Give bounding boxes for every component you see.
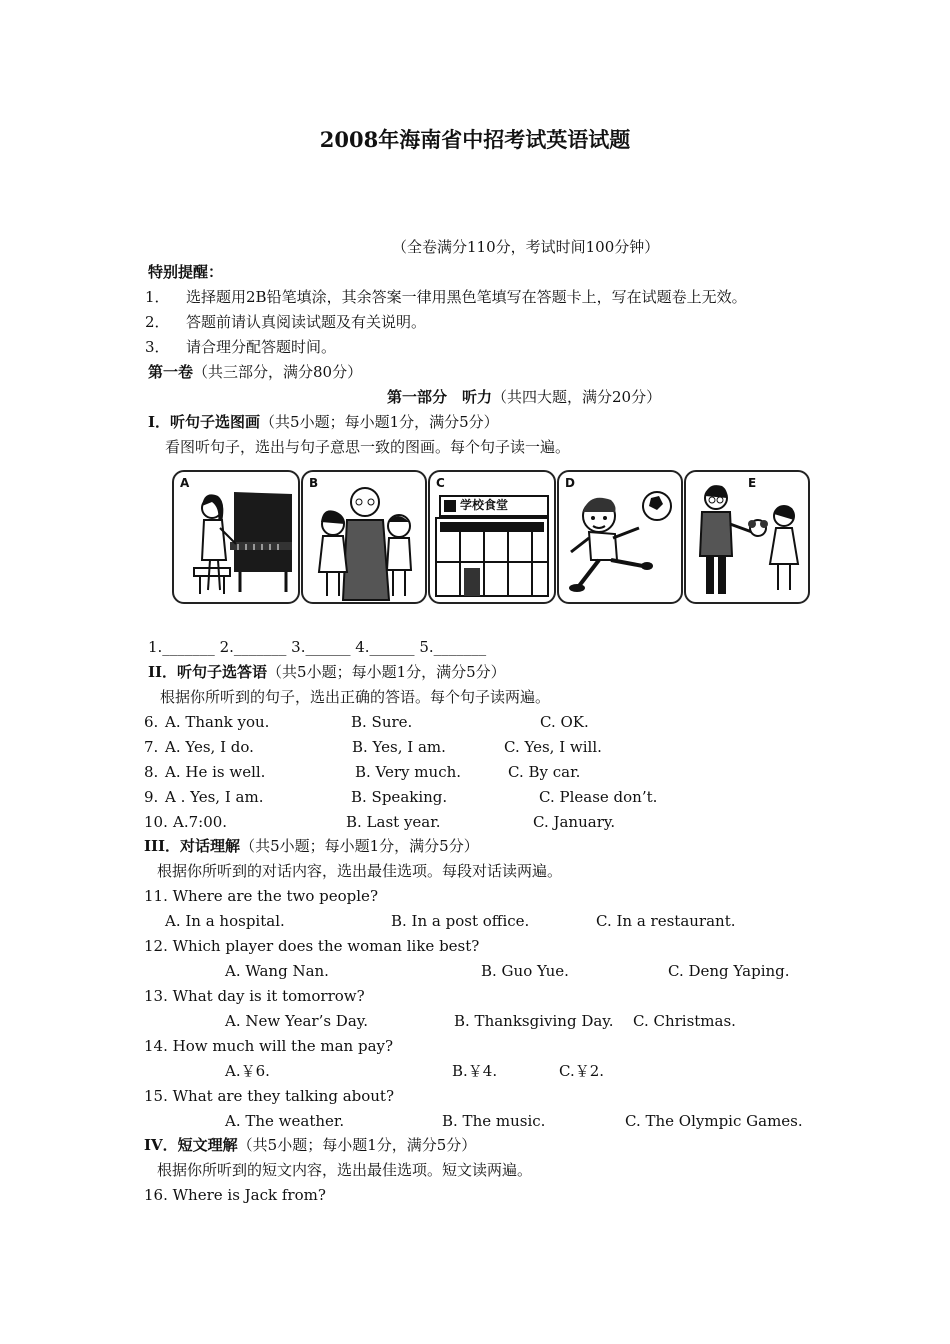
- reminder-heading: 特别提醒：: [148, 263, 224, 281]
- option-a[interactable]: A.7:00.: [173, 813, 228, 831]
- picture-b: [301, 470, 427, 604]
- section3-heading: III．对话理解（共5小题；每小题1分，满分5分）: [144, 837, 479, 855]
- question-16: 16. Where is Jack from?: [144, 1186, 326, 1204]
- picture-a: [172, 470, 300, 604]
- option-a[interactable]: A. Thank you.: [165, 713, 270, 731]
- picture-e: [684, 470, 810, 604]
- option-a[interactable]: A.￥6.: [225, 1062, 270, 1080]
- option-c[interactable]: C. OK.: [540, 713, 589, 731]
- option-c[interactable]: C. By car.: [508, 763, 581, 781]
- question-6: 6. A. Thank you. B. Sure. C. OK.: [144, 713, 589, 731]
- score-note: （全卷满分110分，考试时间100分钟）: [392, 238, 660, 256]
- question-8: 8. A. He is well. B. Very much. C. By car.: [144, 763, 581, 781]
- question-7: 7. A. Yes, I do. B. Yes, I am. C. Yes, I will.: [144, 738, 602, 756]
- option-a[interactable]: A. Yes, I do.: [165, 738, 254, 756]
- reminder-item-2: 2． 答题前请认真阅读试题及有关说明。: [145, 313, 427, 331]
- section1-answer-blanks: 1._______ 2._______ 3.______ 4.______ 5._______: [148, 638, 487, 656]
- option-c[interactable]: C. Please don’t.: [539, 788, 658, 806]
- option-c[interactable]: C.￥2.: [559, 1062, 605, 1080]
- picture-d: [557, 470, 683, 604]
- option-b[interactable]: B. Yes, I am.: [352, 738, 446, 756]
- football-boy-illustration: [559, 472, 681, 602]
- question-12: 12. Which player does the woman like best?: [144, 937, 480, 955]
- reminder-item-3: 3． 请合理分配答题时间。: [145, 338, 337, 356]
- section2-instruction: 根据你所听到的句子，选出正确的答语。每个句子读两遍。: [160, 688, 551, 706]
- piano-girl-illustration: [174, 472, 298, 602]
- page-title: 2008年海南省中招考试英语试题: [319, 127, 631, 152]
- question-9: 9. A . Yes, I am. B. Speaking. C. Please don’t.: [144, 788, 658, 806]
- option-a[interactable]: A. Wang Nan.: [225, 962, 329, 980]
- question-11: 11. Where are the two people?: [144, 887, 378, 905]
- option-b[interactable]: B. The music.: [442, 1112, 546, 1130]
- option-c[interactable]: C. In a restaurant.: [596, 912, 736, 930]
- option-b[interactable]: B. In a post office.: [391, 912, 530, 930]
- question-15: 15. What are they talking about?: [144, 1087, 394, 1105]
- question-14: 14. How much will the man pay?: [144, 1037, 394, 1055]
- question-13: 13. What day is it tomorrow?: [144, 987, 365, 1005]
- option-a[interactable]: A. He is well.: [165, 763, 266, 781]
- option-b[interactable]: B. Guo Yue.: [481, 962, 569, 980]
- reminder-item-1: 1． 选择题用2B铅笔填涂，其余答案一律用黑色笔填写在答题卡上，写在试题卷上无效。: [145, 288, 747, 306]
- option-b[interactable]: B.￥4.: [452, 1062, 498, 1080]
- option-b[interactable]: B. Speaking.: [351, 788, 448, 806]
- canteen-illustration: [430, 472, 554, 602]
- option-c[interactable]: C. January.: [533, 813, 616, 831]
- section1-heading: I．听句子选图画（共5小题；每小题1分，满分5分）: [148, 413, 499, 431]
- picture-d-label: D: [565, 476, 575, 490]
- picture-b-label: B: [309, 476, 319, 490]
- section3-instruction: 根据你所听到的对话内容，选出最佳选项。每段对话读两遍。: [157, 862, 563, 880]
- option-a[interactable]: A . Yes, I am.: [165, 788, 264, 806]
- picture-strip: [172, 470, 809, 602]
- canteen-sign: 学校食堂: [460, 498, 509, 512]
- section2-heading: II．听句子选答语（共5小题；每小题1分，满分5分）: [148, 663, 506, 681]
- flowers-illustration: [686, 472, 808, 602]
- volume-heading: 第一卷（共三部分，满分80分）: [148, 363, 363, 381]
- option-c[interactable]: C. Deng Yaping.: [668, 962, 790, 980]
- part1-heading: 第一部分 听力（共四大题，满分20分）: [387, 388, 662, 406]
- option-b[interactable]: B. Thanksgiving Day.: [454, 1012, 614, 1030]
- option-a[interactable]: A. In a hospital.: [165, 912, 285, 930]
- picture-c: [428, 470, 556, 604]
- section4-heading: IV．短文理解（共5小题；每小题1分，满分5分）: [144, 1136, 477, 1154]
- question-10: 10. A.7:00. B. Last year. C. January.: [144, 813, 616, 831]
- option-c[interactable]: C. Yes, I will.: [504, 738, 602, 756]
- option-c[interactable]: C. The Olympic Games.: [625, 1112, 803, 1130]
- picture-c-label: C: [436, 476, 445, 490]
- picture-a-label: A: [180, 476, 190, 490]
- option-a[interactable]: A. New Year’s Day.: [225, 1012, 369, 1030]
- section4-instruction: 根据你所听到的短文内容，选出最佳选项。短文读两遍。: [157, 1161, 533, 1179]
- option-b[interactable]: B. Very much.: [355, 763, 462, 781]
- option-c[interactable]: C. Christmas.: [633, 1012, 736, 1030]
- option-b[interactable]: B. Sure.: [351, 713, 413, 731]
- option-b[interactable]: B. Last year.: [346, 813, 441, 831]
- picture-e-label: E: [748, 476, 757, 490]
- option-a[interactable]: A. The weather.: [225, 1112, 345, 1130]
- section1-instruction: 看图听句子，选出与句子意思一致的图画。每个句子读一遍。: [165, 438, 571, 456]
- family-illustration: [303, 472, 425, 602]
